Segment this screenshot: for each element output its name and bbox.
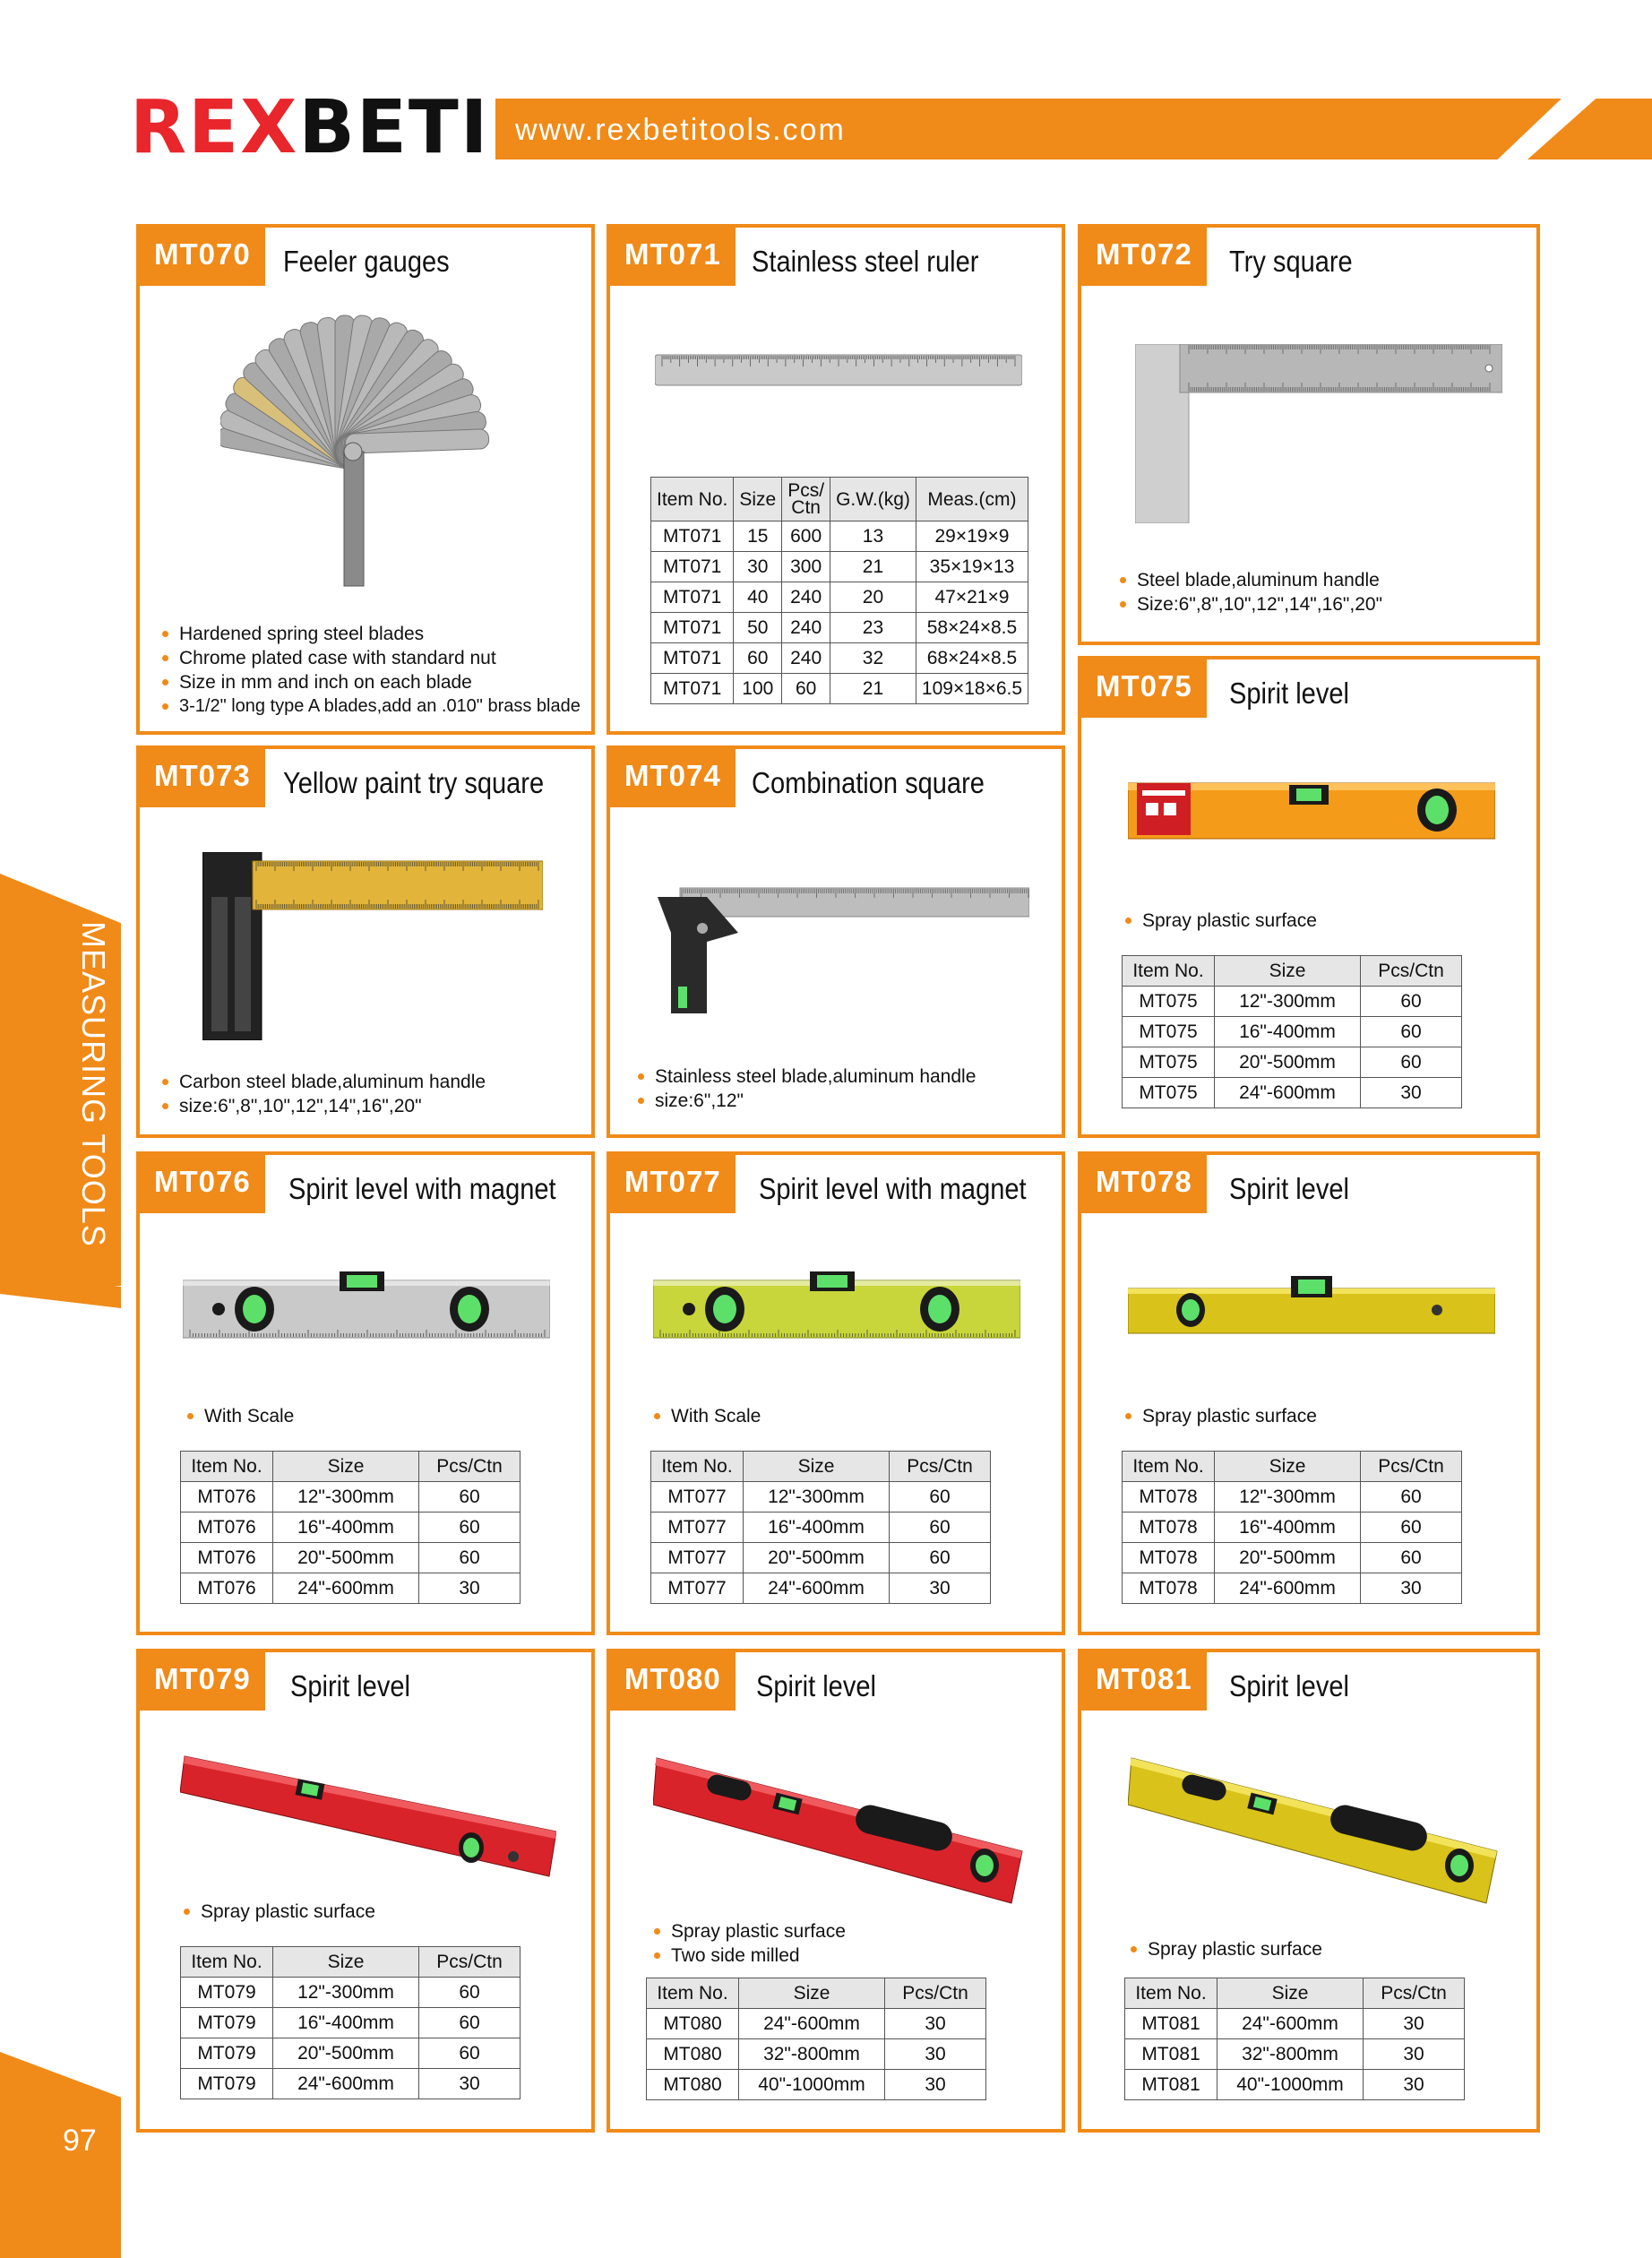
column-header: Size bbox=[1217, 1978, 1364, 2009]
table-cell: MT081 bbox=[1125, 2009, 1217, 2039]
table-cell: 109×18×6.5 bbox=[916, 674, 1028, 704]
table-cell: 240 bbox=[782, 613, 830, 643]
table-row bbox=[1123, 1543, 1462, 1573]
table-cell: 21 bbox=[830, 552, 916, 582]
table-cell: 60 bbox=[890, 1543, 991, 1573]
table-cell: 30 bbox=[885, 2039, 986, 2070]
product-code: MT075 bbox=[1081, 659, 1207, 718]
column-header: Item No. bbox=[181, 1947, 273, 1978]
table-cell: MT071 bbox=[651, 582, 734, 613]
spec-table bbox=[180, 1451, 521, 1604]
table-cell: 47×21×9 bbox=[916, 582, 1028, 613]
table-cell: 24"-600mm bbox=[273, 2069, 419, 2099]
product-code: MT080 bbox=[610, 1652, 736, 1711]
column-header: Size bbox=[273, 1452, 419, 1482]
table-row bbox=[181, 1513, 521, 1543]
feature-list bbox=[1128, 1937, 1322, 1961]
table-row bbox=[651, 582, 1028, 613]
table-cell: 30 bbox=[734, 552, 782, 582]
table-cell: 16"-400mm bbox=[1215, 1513, 1361, 1543]
table-cell: 60 bbox=[782, 674, 830, 704]
table-cell: MT077 bbox=[651, 1482, 744, 1513]
table-cell: 15 bbox=[734, 521, 782, 552]
table-row bbox=[647, 2070, 986, 2100]
table-cell: MT071 bbox=[651, 643, 734, 674]
table-row bbox=[651, 521, 1028, 552]
table-cell: 100 bbox=[734, 674, 782, 704]
table-cell: MT075 bbox=[1123, 1078, 1215, 1108]
table-cell: MT080 bbox=[647, 2070, 739, 2100]
spec-table bbox=[1122, 1451, 1462, 1604]
product-name: Stainless steel ruler bbox=[752, 245, 979, 278]
table-cell: MT076 bbox=[181, 1513, 273, 1543]
table-cell: MT071 bbox=[651, 613, 734, 643]
magnetic-level-image bbox=[183, 1271, 550, 1343]
brand-logo bbox=[130, 85, 490, 170]
table-cell: 29×19×9 bbox=[916, 521, 1028, 552]
table-cell: 60 bbox=[419, 2008, 521, 2038]
column-header: Pcs/Ctn bbox=[890, 1452, 991, 1482]
table-cell: 30 bbox=[1364, 2070, 1465, 2100]
column-header: Pcs/Ctn bbox=[419, 1947, 521, 1978]
column-header: Item No. bbox=[651, 478, 734, 521]
feature-list bbox=[185, 1404, 294, 1428]
feature-item: Spray plastic surface bbox=[1123, 909, 1317, 933]
table-row bbox=[181, 1573, 521, 1604]
table-cell: MT077 bbox=[651, 1573, 744, 1604]
table-row bbox=[651, 674, 1028, 704]
table-cell: 24"-600mm bbox=[273, 1573, 419, 1604]
table-row bbox=[1125, 2039, 1465, 2070]
table-cell: MT080 bbox=[647, 2009, 739, 2039]
table-row bbox=[1125, 2009, 1465, 2039]
spec-table bbox=[650, 1451, 991, 1604]
table-cell: MT076 bbox=[181, 1482, 273, 1513]
table-cell: 60 bbox=[890, 1513, 991, 1543]
table-cell: 24"-600mm bbox=[1217, 2009, 1364, 2039]
feature-item: Spray plastic surface bbox=[651, 1919, 846, 1943]
table-cell: 16"-400mm bbox=[273, 2008, 419, 2038]
table-row bbox=[1123, 1573, 1462, 1604]
feature-item: Steel blade,aluminum handle bbox=[1117, 568, 1382, 592]
table-cell: MT078 bbox=[1123, 1482, 1215, 1513]
table-cell: 24"-600mm bbox=[744, 1573, 890, 1604]
spec-table bbox=[646, 1978, 986, 2100]
product-name: Spirit level bbox=[1229, 1669, 1349, 1702]
column-header: Size bbox=[739, 1978, 885, 2009]
table-cell: 40"-1000mm bbox=[739, 2070, 885, 2100]
table-cell: 240 bbox=[782, 582, 830, 613]
table-row bbox=[651, 613, 1028, 643]
column-header: Item No. bbox=[1123, 956, 1215, 987]
product-code: MT073 bbox=[140, 749, 265, 807]
table-cell: 16"-400mm bbox=[744, 1513, 890, 1543]
magnetic-level-image bbox=[653, 1271, 1020, 1343]
product-name: Feeler gauges bbox=[283, 245, 450, 278]
spirit-level-image bbox=[180, 1751, 556, 1885]
table-cell: MT079 bbox=[181, 2069, 273, 2099]
feature-item: Spray plastic surface bbox=[1128, 1937, 1322, 1961]
table-cell: 20 bbox=[830, 582, 916, 613]
feature-list bbox=[1123, 1404, 1317, 1428]
table-cell: MT081 bbox=[1125, 2039, 1217, 2070]
table-cell: 32 bbox=[830, 643, 916, 674]
product-name: Spirit level bbox=[1229, 677, 1349, 710]
table-cell: 20"-500mm bbox=[273, 2038, 419, 2069]
table-cell: MT071 bbox=[651, 674, 734, 704]
product-name: Spirit level with magnet bbox=[288, 1172, 556, 1205]
feature-item: With Scale bbox=[651, 1404, 761, 1428]
feature-item: size:6",12" bbox=[635, 1089, 976, 1113]
table-row bbox=[181, 2008, 521, 2038]
table-cell: MT075 bbox=[1123, 987, 1215, 1017]
table-cell: 32"-800mm bbox=[739, 2039, 885, 2070]
product-card-mt072 bbox=[1078, 224, 1540, 645]
product-code: MT076 bbox=[140, 1155, 265, 1213]
product-card-mt079 bbox=[136, 1649, 595, 2133]
table-row bbox=[181, 1543, 521, 1573]
table-cell: 60 bbox=[1361, 1543, 1462, 1573]
table-cell: 60 bbox=[419, 1513, 521, 1543]
spec-table bbox=[180, 1946, 521, 2099]
table-cell: 23 bbox=[830, 613, 916, 643]
table-cell: 21 bbox=[830, 674, 916, 704]
table-row bbox=[1123, 987, 1462, 1017]
table-cell: 60 bbox=[1361, 987, 1462, 1017]
column-header: G.W.(kg) bbox=[830, 478, 916, 521]
spec-table bbox=[1122, 955, 1462, 1108]
table-cell: 30 bbox=[885, 2070, 986, 2100]
column-header: Item No. bbox=[651, 1452, 744, 1482]
column-header: Pcs/Ctn bbox=[1361, 1452, 1462, 1482]
table-cell: MT076 bbox=[181, 1573, 273, 1604]
feature-item: Hardened spring steel blades bbox=[159, 622, 581, 646]
feeler-gauge-image bbox=[220, 299, 525, 595]
column-header: Item No. bbox=[181, 1452, 273, 1482]
page-number-tab bbox=[0, 2052, 121, 2258]
column-header: Meas.(cm) bbox=[916, 478, 1028, 521]
table-cell: 24"-600mm bbox=[1215, 1573, 1361, 1604]
spec-table-body bbox=[651, 521, 1028, 704]
table-row bbox=[1123, 1078, 1462, 1108]
steel-ruler-image bbox=[655, 351, 1022, 389]
table-cell: 20"-500mm bbox=[1215, 1543, 1361, 1573]
product-card-mt077 bbox=[607, 1151, 1065, 1635]
section-title: MEASURING TOOLS bbox=[75, 921, 112, 1247]
table-row bbox=[651, 1543, 991, 1573]
spec-table bbox=[650, 477, 1028, 704]
table-cell: MT078 bbox=[1123, 1513, 1215, 1543]
product-card-mt074 bbox=[607, 745, 1065, 1138]
table-row bbox=[647, 2009, 986, 2039]
feature-item: Size:6",8",10",12",14",16",20" bbox=[1117, 592, 1382, 616]
table-row bbox=[651, 1573, 991, 1604]
product-code: MT077 bbox=[610, 1155, 736, 1213]
column-header: Size bbox=[744, 1452, 890, 1482]
table-row bbox=[181, 2069, 521, 2099]
table-cell: MT077 bbox=[651, 1513, 744, 1543]
product-name: Combination square bbox=[752, 766, 985, 799]
table-cell: 16"-400mm bbox=[1215, 1017, 1361, 1047]
product-code: MT070 bbox=[140, 228, 265, 286]
feature-list bbox=[1117, 568, 1382, 616]
table-cell: MT079 bbox=[181, 1978, 273, 2008]
table-row bbox=[1123, 1017, 1462, 1047]
table-cell: 60 bbox=[419, 2038, 521, 2069]
feature-item: size:6",8",10",12",14",16",20" bbox=[159, 1094, 486, 1118]
table-row bbox=[1123, 1513, 1462, 1543]
table-cell: MT077 bbox=[651, 1543, 744, 1573]
table-cell: 30 bbox=[1361, 1078, 1462, 1108]
table-cell: 50 bbox=[734, 613, 782, 643]
product-name: Yellow paint try square bbox=[283, 766, 545, 799]
table-cell: 30 bbox=[1364, 2009, 1465, 2039]
feature-list bbox=[1123, 909, 1317, 933]
table-cell: 60 bbox=[419, 1543, 521, 1573]
table-cell: 12"-300mm bbox=[1215, 1482, 1361, 1513]
table-cell: MT080 bbox=[647, 2039, 739, 2070]
table-row bbox=[651, 643, 1028, 674]
column-header: Pcs/Ctn bbox=[885, 1978, 986, 2009]
table-cell: 24"-600mm bbox=[739, 2009, 885, 2039]
spirit-level-image bbox=[1128, 1751, 1504, 1912]
table-cell: MT078 bbox=[1123, 1543, 1215, 1573]
table-cell: 20"-500mm bbox=[273, 1543, 419, 1573]
table-cell: MT075 bbox=[1123, 1047, 1215, 1078]
table-cell: 40"-1000mm bbox=[1217, 2070, 1364, 2100]
table-cell: MT071 bbox=[651, 521, 734, 552]
table-row bbox=[181, 2038, 521, 2069]
table-cell: 20"-500mm bbox=[744, 1543, 890, 1573]
column-header: Pcs/ Ctn bbox=[782, 478, 830, 521]
table-cell: 24"-600mm bbox=[1215, 1078, 1361, 1108]
product-name: Spirit level bbox=[290, 1669, 410, 1702]
feature-list bbox=[651, 1919, 846, 1968]
feature-item: With Scale bbox=[185, 1404, 294, 1428]
table-cell: MT071 bbox=[651, 552, 734, 582]
feature-item: Chrome plated case with standard nut bbox=[159, 646, 581, 670]
product-code: MT071 bbox=[610, 228, 736, 286]
table-cell: MT079 bbox=[181, 2038, 273, 2069]
table-row bbox=[651, 552, 1028, 582]
table-cell: 68×24×8.5 bbox=[916, 643, 1028, 674]
table-row bbox=[647, 2039, 986, 2070]
table-cell: MT079 bbox=[181, 2008, 273, 2038]
table-cell: 60 bbox=[890, 1482, 991, 1513]
table-row bbox=[181, 1978, 521, 2008]
table-cell: MT078 bbox=[1123, 1573, 1215, 1604]
product-card-mt075 bbox=[1078, 656, 1540, 1138]
spirit-level-image bbox=[1128, 1276, 1495, 1339]
product-card-mt078 bbox=[1078, 1151, 1540, 1635]
yellow-try-square-image bbox=[202, 852, 543, 1040]
product-card-mt080 bbox=[607, 1649, 1065, 2133]
column-header: Pcs/Ctn bbox=[419, 1452, 521, 1482]
product-name: Spirit level bbox=[756, 1669, 876, 1702]
table-cell: 40 bbox=[734, 582, 782, 613]
feature-item: Two side milled bbox=[651, 1943, 846, 1968]
column-header: Pcs/Ctn bbox=[1364, 1978, 1465, 2009]
feature-list bbox=[159, 1070, 486, 1118]
product-name: Spirit level bbox=[1229, 1172, 1349, 1205]
feature-item: Spray plastic surface bbox=[181, 1900, 375, 1924]
table-cell: 12"-300mm bbox=[273, 1978, 419, 2008]
try-square-image bbox=[1135, 344, 1502, 523]
table-row bbox=[651, 1482, 991, 1513]
product-card-mt076 bbox=[136, 1151, 595, 1635]
table-cell: MT081 bbox=[1125, 2070, 1217, 2100]
feature-item: 3-1/2" long type A blades,add an .010" brass blade bbox=[159, 694, 581, 719]
spec-table bbox=[1124, 1978, 1465, 2100]
table-cell: 60 bbox=[419, 1482, 521, 1513]
product-code: MT079 bbox=[140, 1652, 265, 1711]
table-cell: 60 bbox=[734, 643, 782, 674]
column-header: Item No. bbox=[1123, 1452, 1215, 1482]
table-cell: 13 bbox=[830, 521, 916, 552]
spirit-level-image bbox=[1128, 778, 1495, 844]
product-card-mt081 bbox=[1078, 1649, 1540, 2133]
table-cell: 300 bbox=[782, 552, 830, 582]
table-cell: 58×24×8.5 bbox=[916, 613, 1028, 643]
table-cell: 60 bbox=[1361, 1513, 1462, 1543]
feature-item: Stainless steel blade,aluminum handle bbox=[635, 1064, 976, 1089]
column-header: Size bbox=[1215, 956, 1361, 987]
table-row bbox=[181, 1482, 521, 1513]
table-cell: 60 bbox=[1361, 1047, 1462, 1078]
column-header: Size bbox=[734, 478, 782, 521]
column-header: Item No. bbox=[1125, 1978, 1217, 2009]
table-cell: 30 bbox=[1364, 2039, 1465, 2070]
table-cell: 30 bbox=[419, 2069, 521, 2099]
column-header: Pcs/Ctn bbox=[1361, 956, 1462, 987]
brand-logo-beti: BETI bbox=[298, 85, 490, 170]
table-cell: MT076 bbox=[181, 1543, 273, 1573]
table-cell: 60 bbox=[419, 1978, 521, 2008]
column-header: Size bbox=[273, 1947, 419, 1978]
table-cell: 16"-400mm bbox=[273, 1513, 419, 1543]
table-cell: 30 bbox=[885, 2009, 986, 2039]
product-code: MT078 bbox=[1081, 1155, 1207, 1213]
feature-item: Size in mm and inch on each blade bbox=[159, 670, 581, 694]
feature-list bbox=[651, 1404, 761, 1428]
table-cell: 60 bbox=[1361, 1017, 1462, 1047]
product-card-mt073 bbox=[136, 745, 595, 1138]
product-card-mt070 bbox=[136, 224, 595, 735]
table-cell: 20"-500mm bbox=[1215, 1047, 1361, 1078]
table-cell: 30 bbox=[890, 1573, 991, 1604]
product-code: MT081 bbox=[1081, 1652, 1207, 1711]
table-cell: 30 bbox=[419, 1573, 521, 1604]
product-code: MT072 bbox=[1081, 228, 1207, 286]
column-header: Size bbox=[1215, 1452, 1361, 1482]
table-cell: 12"-300mm bbox=[273, 1482, 419, 1513]
feature-list bbox=[159, 622, 581, 719]
feature-item: Carbon steel blade,aluminum handle bbox=[159, 1070, 486, 1094]
brand-logo-rex: REX bbox=[130, 85, 299, 170]
table-cell: 30 bbox=[1361, 1573, 1462, 1604]
table-cell: 35×19×13 bbox=[916, 552, 1028, 582]
product-code: MT074 bbox=[610, 749, 736, 807]
feature-list bbox=[181, 1900, 375, 1924]
product-card-mt071 bbox=[607, 224, 1065, 735]
table-row bbox=[1125, 2070, 1465, 2100]
column-header: Item No. bbox=[647, 1978, 739, 2009]
table-cell: 12"-300mm bbox=[1215, 987, 1361, 1017]
table-row bbox=[1123, 1482, 1462, 1513]
table-row bbox=[651, 1513, 991, 1543]
feature-item: Spray plastic surface bbox=[1123, 1404, 1317, 1428]
table-cell: 12"-300mm bbox=[744, 1482, 890, 1513]
table-cell: 60 bbox=[1361, 1482, 1462, 1513]
spirit-level-image bbox=[653, 1751, 1029, 1912]
page-number: 97 bbox=[63, 2124, 97, 2158]
table-cell: MT075 bbox=[1123, 1017, 1215, 1047]
table-cell: 240 bbox=[782, 643, 830, 674]
product-name: Try square bbox=[1229, 245, 1353, 278]
table-row bbox=[1123, 1047, 1462, 1078]
table-cell: 600 bbox=[782, 521, 830, 552]
website-url[interactable]: www.rexbetitools.com bbox=[515, 113, 846, 147]
combination-square-image bbox=[653, 879, 1029, 1022]
table-cell: 32"-800mm bbox=[1217, 2039, 1364, 2070]
feature-list bbox=[635, 1064, 976, 1113]
product-name: Spirit level with magnet bbox=[759, 1172, 1027, 1205]
